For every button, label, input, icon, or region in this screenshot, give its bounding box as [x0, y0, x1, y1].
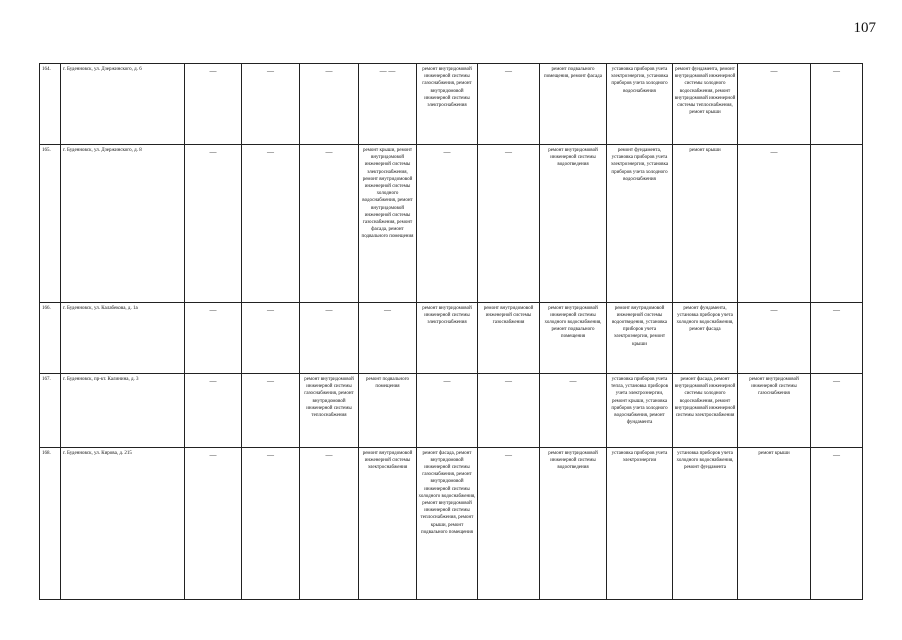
work-cell [417, 374, 478, 448]
dash-placeholder: — [833, 377, 840, 386]
work-cell [185, 374, 242, 448]
dash-placeholder: — [505, 377, 512, 386]
work-description: установка приборов учета электроэнергии [611, 450, 668, 463]
work-description: ремонт крыши, ремонт внутридомовой инженерной системы электроснабжения, ремонт внутридомовой инженерной системы холодного водоснабжения, ремонт внутридомовой инженерной системы газоснабжения, ремонт фасада, ремонт подвального помещения [361, 147, 414, 240]
work-description: ремонт внутридомовой инженерной системы газоснабжения [483, 305, 534, 325]
work-cell [242, 144, 300, 302]
work-cell [540, 374, 607, 448]
work-cell [673, 144, 738, 302]
work-cell [811, 302, 863, 373]
work-cell [417, 447, 478, 599]
work-description: ремонт внутридомовой инженерной системы газоснабжения, ремонт внутридомовой инженерной системы теплоснабжения [304, 377, 354, 419]
work-cell [300, 144, 359, 302]
work-description: ремонт крыши [758, 450, 790, 456]
dash-placeholder: — [267, 450, 274, 459]
dash-placeholder: — [209, 305, 217, 314]
work-description: установка приборов учета тепла, установка приборов учета электроэнергии, ремонт крыши, установка приборов учета холодного водоснабжения, ремонт фундамента [610, 377, 669, 426]
work-cell [478, 144, 540, 302]
work-cell [417, 302, 478, 373]
work-cell [607, 64, 673, 145]
work-description: ремонт крыши [689, 147, 721, 153]
dash-placeholder: — [443, 147, 451, 156]
work-cell [185, 144, 242, 302]
dash-placeholder: — [267, 67, 274, 75]
dash-placeholder: — [770, 305, 778, 314]
work-description: ремонт фасада, ремонт внутридомовой инженерной системы холодного водоснабжения, ремонт внутридомовой инженерной системы электроснабжения [674, 377, 736, 419]
work-cell [185, 302, 242, 373]
address-cell: г. Буденновск, ул. Кирова, д. 215 [61, 447, 185, 599]
work-description: ремонт внутридомовой инженерной системы холодного водоснабжения, ремонт подвального помещения [544, 305, 602, 340]
work-description: ремонт внутридомовой инженерной системы электроснабжения [362, 450, 413, 470]
work-cell [478, 447, 540, 599]
address-cell: г. Буденновск, ул. Калабекова, д. 1а [61, 302, 185, 373]
work-cell [359, 64, 417, 145]
work-cell [242, 374, 300, 448]
work-description: установка приборов учета электроэнергии, установка приборов учета холодного водоснабжения [610, 67, 669, 94]
dash-placeholder: — [833, 305, 840, 314]
work-cell [738, 144, 811, 302]
work-cell [359, 144, 417, 302]
dash-placeholder: — [267, 377, 274, 386]
work-cell [738, 302, 811, 373]
work-cell [607, 374, 673, 448]
work-cell [738, 447, 811, 599]
work-cell [607, 447, 673, 599]
work-cell [738, 64, 811, 145]
table-row [40, 144, 863, 302]
work-description: ремонт фундамента, установка приборов учета электроэнергии, установка приборов учета холодного водоснабжения [610, 147, 669, 182]
work-cell [300, 374, 359, 448]
table-row [40, 302, 863, 373]
dash-placeholder: — [770, 67, 778, 75]
work-cell [185, 64, 242, 145]
dash-placeholder: — [770, 147, 778, 156]
address-cell: г. Буденновск, пр-кт. Калинина, д. 3 [61, 374, 185, 448]
work-description: ремонт внутридомовой инженерной системы газоснабжения, ремонт внутридомовой инженерной системы электроснабжения [422, 67, 472, 109]
work-cell [607, 144, 673, 302]
work-cell [300, 302, 359, 373]
work-description: ремонт внутридомовой инженерной системы водоотведения [548, 147, 598, 168]
dash-placeholder: — [505, 67, 512, 75]
dash-placeholder: — [833, 450, 840, 459]
work-description: ремонт внутридомовой инженерной системы электроснабжения [422, 305, 472, 325]
work-cell [673, 64, 738, 145]
row-number: 167. [40, 374, 61, 448]
work-cell [478, 302, 540, 373]
dash-placeholder: — [325, 305, 333, 314]
work-cell [242, 447, 300, 599]
work-cell [300, 64, 359, 145]
work-cell [540, 302, 607, 373]
address-cell: г. Буденновск, ул. Дзержинского, д. 8 [61, 144, 185, 302]
work-description: установка приборов учета холодного водоснабжения, ремонт фундамента [676, 450, 734, 470]
work-cell [738, 374, 811, 448]
dash-placeholder: — [209, 147, 217, 156]
dash-placeholder: — [443, 377, 451, 386]
dash-placeholder: — [325, 67, 333, 75]
work-cell [673, 374, 738, 448]
work-cell [417, 64, 478, 145]
work-description: ремонт внутридомовой инженерной системы газоснабжения [749, 377, 799, 397]
work-cell [478, 374, 540, 448]
address-cell: г. Буденновск, ул. Дзержинского, д. 6 [61, 64, 185, 145]
row-number: 168. [40, 447, 61, 599]
work-cell [540, 64, 607, 145]
dash-placeholder: — [569, 377, 577, 386]
dash-placeholder: — — [379, 67, 396, 75]
work-cell [540, 447, 607, 599]
work-cell [242, 64, 300, 145]
work-description: ремонт внутридомовой инженерной системы водоотведения, установка приборов учета электроэнергии, ремонт крыши [611, 305, 668, 347]
dash-placeholder: — [209, 377, 217, 386]
work-cell [811, 374, 863, 448]
dash-placeholder: — [384, 305, 391, 314]
work-description: ремонт внутридомовой инженерной системы водоотведения [548, 450, 598, 470]
dash-placeholder: — [267, 305, 274, 314]
dash-placeholder: — [833, 67, 840, 75]
dash-placeholder: — [325, 450, 333, 459]
dash-placeholder: — [505, 147, 512, 156]
work-description: ремонт фасада, ремонт внутридомовой инженерной системы газоснабжения, ремонт внутридомовой инженерной системы холодного водоснабжения, ремонт внутридомовой инженерной системы теплоснабжения, ремонт крыши, ремонт подвального помещения [418, 450, 476, 535]
work-cell [242, 302, 300, 373]
work-cell [359, 374, 417, 448]
dash-placeholder: — [267, 147, 274, 156]
work-cell [811, 447, 863, 599]
page-number: 107 [853, 20, 876, 36]
work-cell [359, 302, 417, 373]
work-cell [359, 447, 417, 599]
dash-placeholder: — [325, 147, 333, 156]
row-number: 166. [40, 302, 61, 373]
table-row [40, 447, 863, 599]
work-description: ремонт фундамента, ремонт внутридомовой инженерной системы холодного водоснабжения, ремонт внутридомовой инженерной системы теплоснабжения, ремонт крыши [674, 67, 736, 116]
work-cell [811, 64, 863, 145]
work-cell [417, 144, 478, 302]
row-number: 165. [40, 144, 61, 302]
work-cell [607, 302, 673, 373]
table-row [40, 64, 863, 145]
row-number: 164. [40, 64, 61, 145]
work-cell [673, 302, 738, 373]
table-body [40, 64, 863, 600]
dash-placeholder: — [505, 450, 512, 459]
repair-schedule-table [39, 63, 863, 600]
work-description: ремонт фундамента, установка приборов учета холодного водоснабжения, ремонт фасада [676, 305, 734, 333]
work-cell [811, 144, 863, 302]
work-cell [540, 144, 607, 302]
table-row [40, 374, 863, 448]
work-cell [300, 447, 359, 599]
dash-placeholder: — [209, 67, 217, 75]
work-cell [673, 447, 738, 599]
work-cell [478, 64, 540, 145]
work-cell [185, 447, 242, 599]
work-description: ремонт подвального помещения [365, 377, 409, 390]
work-description: ремонт подвального помещения, ремонт фасада [544, 67, 602, 80]
dash-placeholder: — [209, 450, 217, 459]
